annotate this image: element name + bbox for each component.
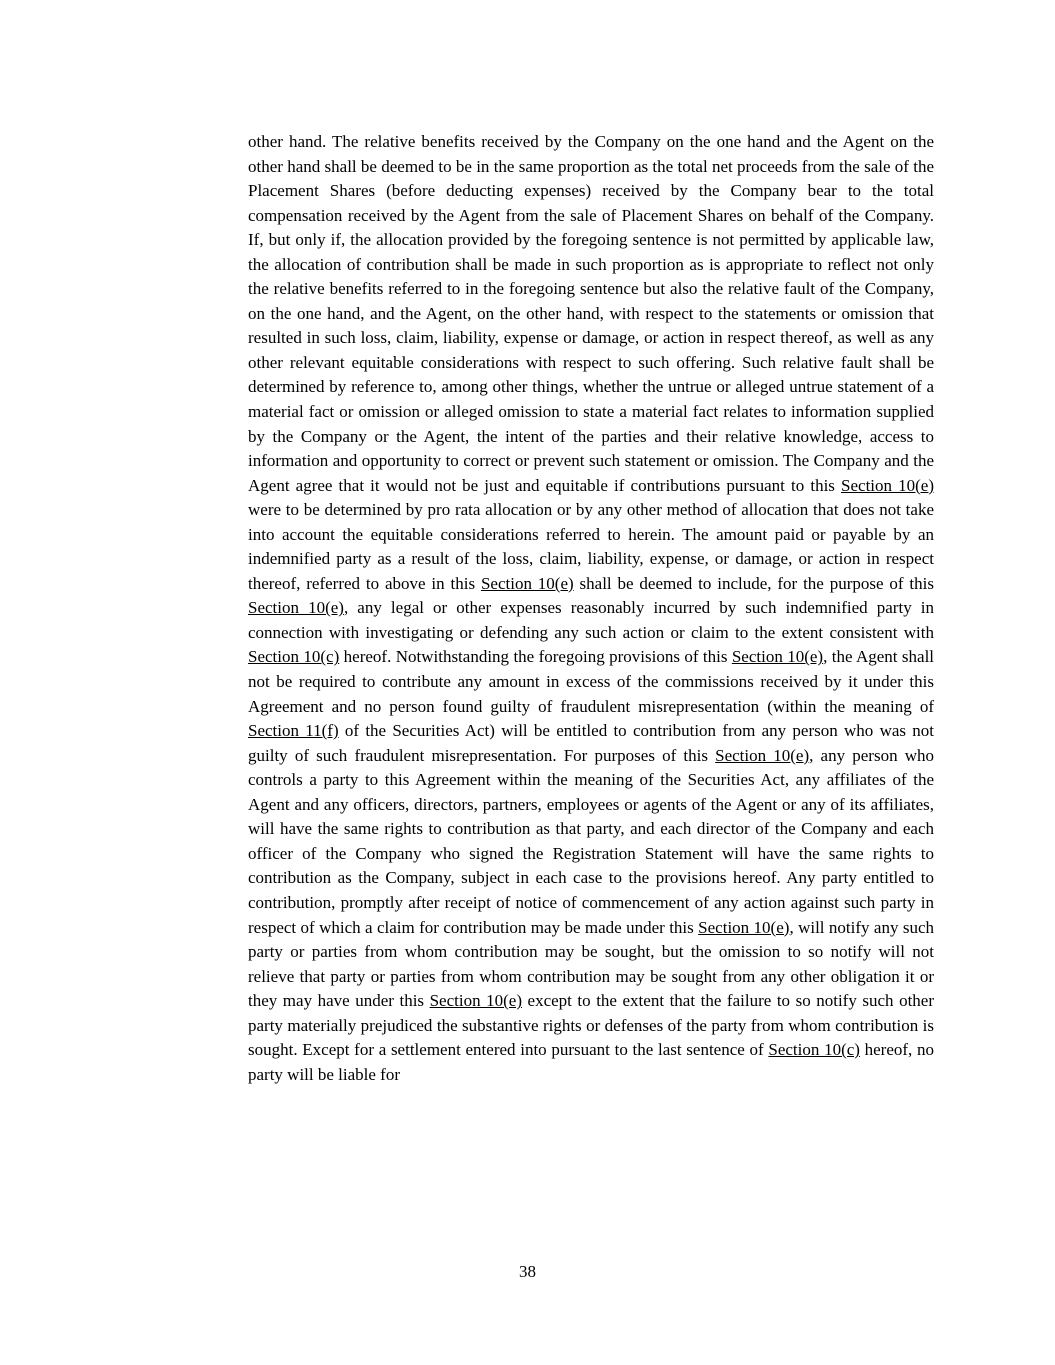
body-text-run: hereof, no party will be liable for xyxy=(248,1040,934,1084)
body-text-run: , the Agent shall not be required to contribute any amount in excess of the commissions received by it under this Agreement and no person found guilty of fraudulent misrepresentation (within the meaning of xyxy=(248,647,935,716)
section-reference: Section 11(f) xyxy=(248,721,339,741)
body-text-run: except to the extent that the failure to so notify such other party materially prejudiced the substantive rights or defenses of the party from whom contribution is sought. Except for a settlement entered into pursuant to the last sentence of xyxy=(248,991,935,1060)
body-text-paragraph xyxy=(248,130,934,1087)
body-text-run: hereof. Notwithstanding the foregoing provisions of this xyxy=(339,647,732,667)
body-text-run: , will notify any such party or parties from whom contribution may be sought, but the omission to so notify will not relieve that party or parties from whom contribution may be sought from any other obligation it or they may have under this xyxy=(248,917,935,1011)
body-text-run: shall be deemed to include, for the purpose of this xyxy=(573,573,934,593)
section-reference: Section 10(c) xyxy=(248,647,340,667)
section-reference: Section 10(e) xyxy=(715,745,810,765)
section-reference: Section 10(c) xyxy=(768,1040,860,1060)
section-reference: Section 10(e) xyxy=(429,991,522,1011)
body-text-run: of the Securities Act) will be entitled to contribution from any person who was not guilty of such fraudulent misrepresentation. For purposes of this xyxy=(248,721,934,765)
section-reference: Section 10(e) xyxy=(731,647,824,667)
section-reference: Section 10(e) xyxy=(248,598,344,618)
body-text-run: other hand. The relative benefits received by the Company on the one hand and the Agent on the other hand shall be deemed to be in the same proportion as the total net proceeds from the sale of the Placement Shares (before deducting expenses) received by the Company bear to the total compensation received by the Agent from the sale of Placement Shares on behalf of the Company. If, but only if, the allocation provided by the foregoing sentence is not permitted by applicable law, the allocation of contribution shall be made in such proportion as is appropriate to reflect not only the relative benefits referred to in the foregoing sentence but also the relative fault of the Company, on the one hand, and the Agent, on the other hand, with respect to the statements or omission that resulted in such loss, claim, liability, expense or damage, or action in respect thereof, as well as any other relevant equitable considerations with respect to such offering. Such relative fault shall be determined by reference to, among other things, whether the untrue or alleged untrue statement of a material fact or omission or alleged omission to state a material fact relates to information supplied by the Company or the Agent, the intent of the parties and their relative knowledge, access to information and opportunity to correct or prevent such statement or omission. The Company and the Agent agree that it would not be just and equitable if contributions pursuant to this xyxy=(248,132,934,495)
body-text-run: were to be determined by pro rata allocation or by any other method of allocation that does not take into account the equitable considerations referred to herein. The amount paid or payable by an indemnified party as a result of the loss, claim, liability, expense, or damage, or action in respect thereof, referred to above in this xyxy=(248,500,934,593)
body-text-run: , any person who controls a party to this Agreement within the meaning of the Securities Act, any affiliates of the Agent and any officers, directors, partners, employees or agents of the Agent or any of its affiliates, will have the same rights to contribution as that party, and each director of the Company and each officer of the Company who signed the Registration Statement will have the same rights to contribution as the Company, subject in each case to the provisions hereof. Any party entitled to contribution, promptly after receipt of notice of commencement of any action against such party in respect of which a claim for contribution may be made under this xyxy=(248,745,934,937)
page-number: 38 xyxy=(519,1262,536,1281)
body-text-run: , any legal or other expenses reasonably incurred by such indemnified party in connection with investigating or defending any such action or claim to the extent consistent with xyxy=(248,598,934,642)
section-reference: Section 10(e) xyxy=(480,573,574,593)
section-reference: Section 10(e) xyxy=(841,475,934,495)
section-reference: Section 10(e) xyxy=(698,917,790,937)
